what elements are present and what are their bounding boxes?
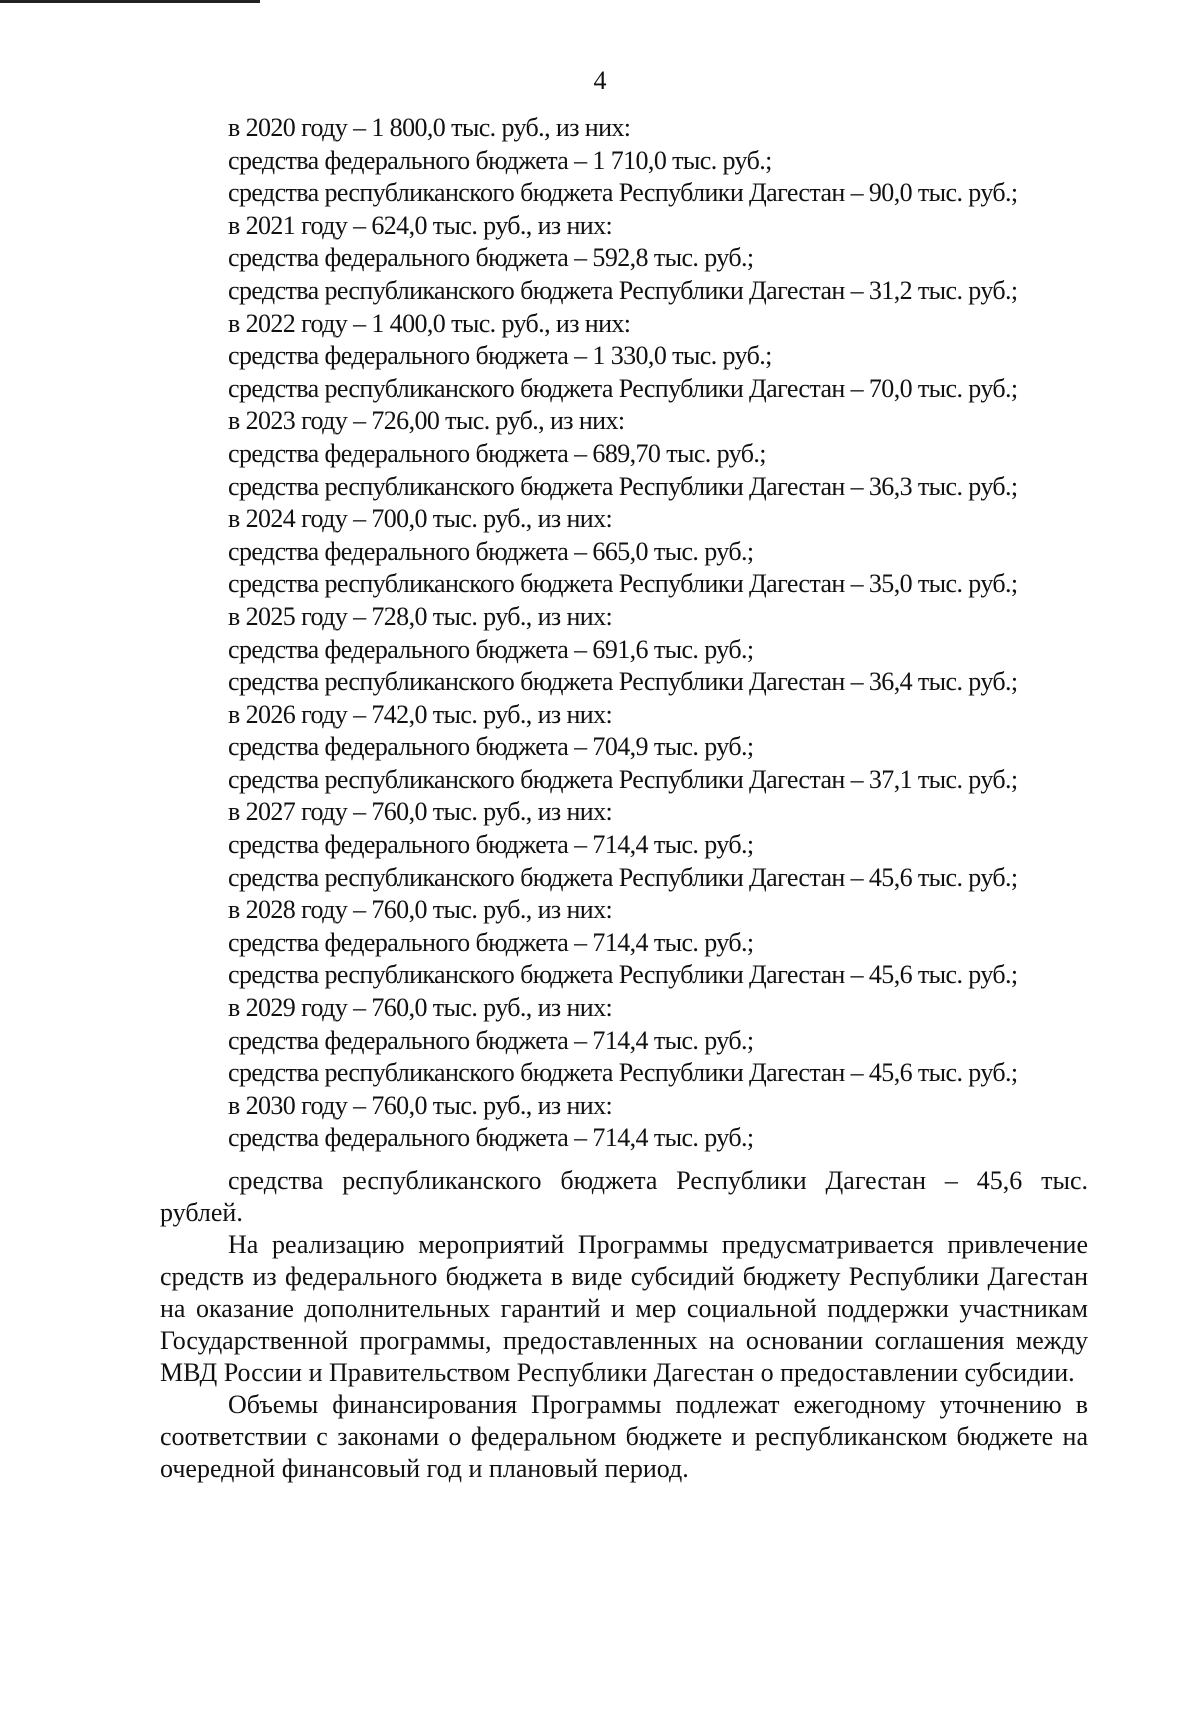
funding-line: средства федерального бюджета – 704,9 тыс. руб.; [228,732,754,762]
funding-line: в 2021 году – 624,0 тыс. руб., из них: [228,210,613,240]
funding-line: средства федерального бюджета – 665,0 тыс. руб.; [228,536,754,566]
funding-line: средства республиканского бюджета Республики Дагестан – 37,1 тыс. руб.; [228,764,1018,794]
funding-line: средства федерального бюджета – 691,6 тыс. руб.; [228,634,754,664]
funding-line: средства федерального бюджета – 714,4 тыс. руб.; [228,830,754,860]
funding-line: в 2025 году – 728,0 тыс. руб., из них: [228,601,613,631]
funding-line: средства федерального бюджета – 1 710,0 тыс. руб.; [228,145,772,175]
funding-line: средства республиканского бюджета Республики Дагестан – 45,6 тыс. руб.; [228,960,1018,990]
funding-line: средства республиканского бюджета Республики Дагестан – 45,6 тыс. руб.; [228,1058,1018,1088]
funding-line: в 2027 году – 760,0 тыс. руб., из них: [228,797,613,827]
funding-line: в 2026 году – 742,0 тыс. руб., из них: [228,699,613,729]
funding-line: средства республиканского бюджета Республики Дагестан – 35,0 тыс. руб.; [228,569,1018,599]
paragraph-funding-adjustment: Объемы финансирования Программы подлежат ежегодному уточнению в соответствии с законами о федеральном бюджете и республиканском бюджете на очередной финансовый год и плановый период. [160,1390,1088,1483]
funding-line: средства федерального бюджета – 1 330,0 тыс. руб.; [228,341,772,371]
body-paragraphs [160,1165,1088,1485]
paragraph-regional-budget-2030: средства республиканского бюджета Республики Дагестан – 45,6 тыс. рублей. [160,1166,1088,1227]
funding-line: средства федерального бюджета – 689,70 тыс. руб.; [228,438,766,468]
funding-line: средства республиканского бюджета Республики Дагестан – 70,0 тыс. руб.; [228,373,1018,403]
funding-line: средства республиканского бюджета Республики Дагестан – 90,0 тыс. руб.; [228,178,1018,208]
funding-line: средства федерального бюджета – 714,4 тыс. руб.; [228,927,754,957]
funding-line: средства республиканского бюджета Республики Дагестан – 36,4 тыс. руб.; [228,667,1018,697]
page-number: 4 [593,66,607,95]
paragraph-federal-subsidies: На реализацию мероприятий Программы предусматривается привлечение средств из федерального бюджета в виде субсидий бюджету Республики Дагестан на оказание дополнительных гарантий и мер социальной поддержки участникам Государственной программы, предоставленных на основании соглашения между МВД России и Правительством Республики Дагестан о предоставлении субсидии. [160,1230,1088,1387]
funding-line: средства республиканского бюджета Республики Дагестан – 45,6 тыс. руб.; [228,862,1018,892]
funding-line: средства республиканского бюджета Республики Дагестан – 31,2 тыс. руб.; [228,275,1018,305]
funding-line: в 2028 году – 760,0 тыс. руб., из них: [228,895,613,925]
funding-line: средства федерального бюджета – 714,4 тыс. руб.; [228,1123,754,1153]
funding-by-year-list [228,112,1088,1155]
funding-line: средства федерального бюджета – 714,4 тыс. руб.; [228,1025,754,1055]
funding-line: в 2024 году – 700,0 тыс. руб., из них: [228,504,613,534]
funding-line: в 2029 году – 760,0 тыс. руб., из них: [228,993,613,1023]
funding-line: средства республиканского бюджета Республики Дагестан – 36,3 тыс. руб.; [228,471,1018,501]
funding-line: в 2020 году – 1 800,0 тыс. руб., из них: [228,113,631,142]
funding-line: в 2023 году – 726,00 тыс. руб., из них: [228,406,625,436]
funding-line: в 2022 году – 1 400,0 тыс. руб., из них: [228,308,631,338]
funding-line: средства федерального бюджета – 592,8 тыс. руб.; [228,243,754,273]
funding-line: в 2030 году – 760,0 тыс. руб., из них: [228,1090,613,1120]
scan-edge-mark [0,0,260,3]
